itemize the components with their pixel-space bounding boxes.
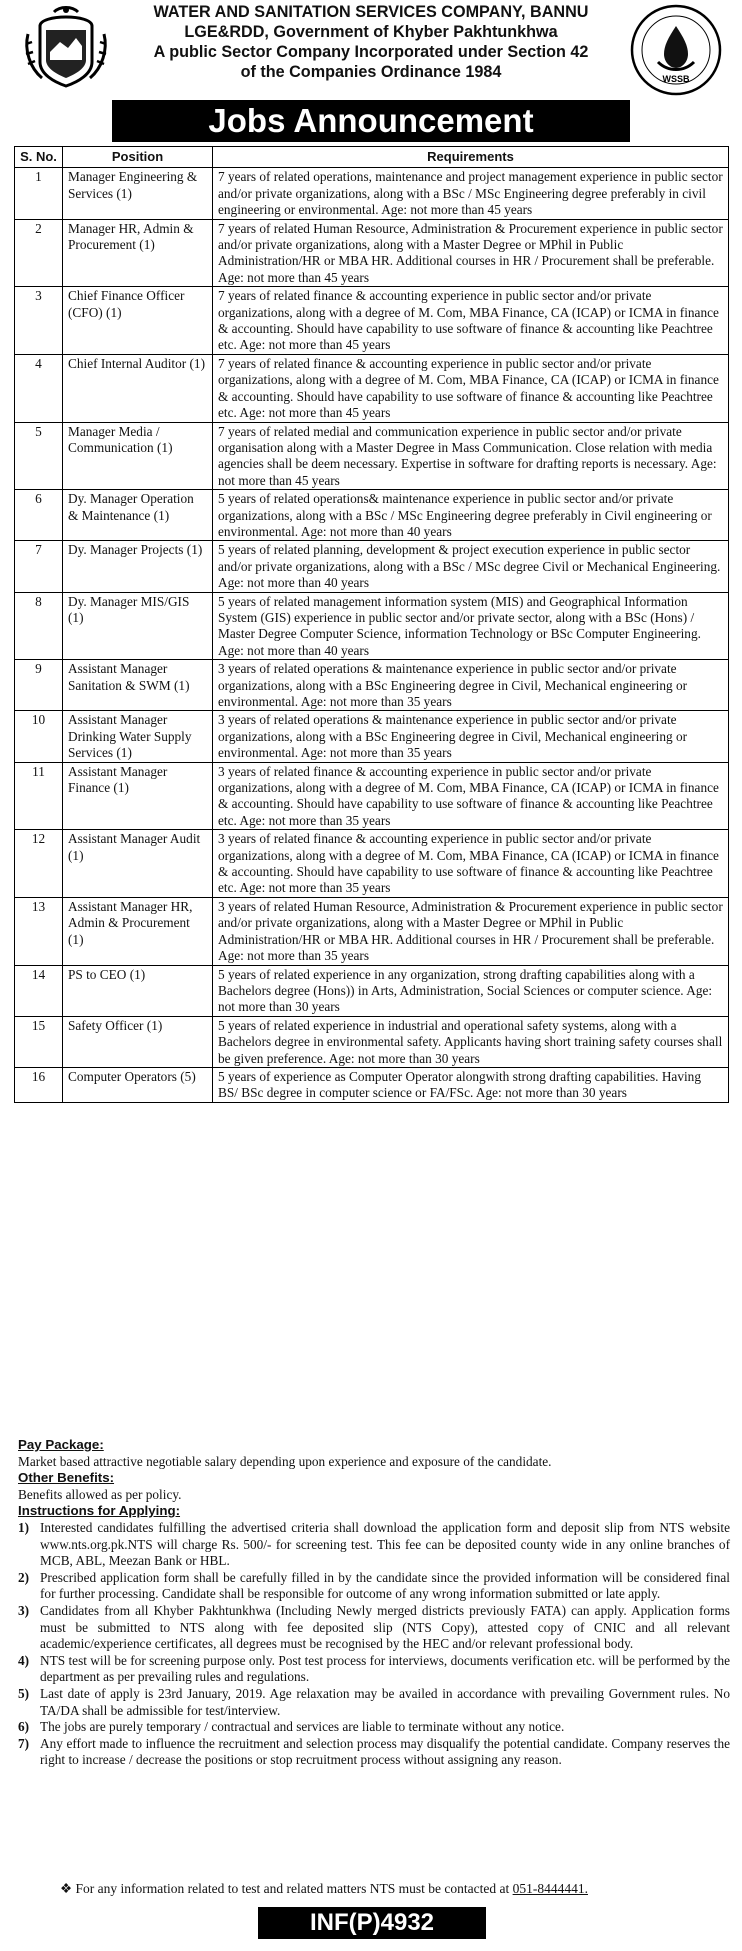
heading-line-3: A public Sector Company Incorporated under Section 42 bbox=[153, 43, 589, 61]
row-requirements: 7 years of related finance & accounting experience in public sector and/or private organizations, along with a degree of M. Com, MBA Finance, CA (ICAP) or ICMA in finance & accounting. Should have capability to use software of finance & accounting like Peachtree etc. Age: not more than 45 years bbox=[213, 354, 729, 422]
table-row bbox=[15, 219, 729, 287]
table-row bbox=[15, 168, 729, 219]
row-sno: 10 bbox=[15, 711, 63, 762]
column-header-position: Position bbox=[63, 147, 213, 168]
table-row bbox=[15, 1016, 729, 1067]
contact-line bbox=[60, 1881, 588, 1897]
row-sno: 8 bbox=[15, 592, 63, 660]
row-position: Chief Internal Auditor (1) bbox=[63, 354, 213, 422]
table-row bbox=[15, 354, 729, 422]
column-header-requirements: Requirements bbox=[213, 147, 729, 168]
item-text: The jobs are purely temporary / contractual and services are liable to terminate without any notice. bbox=[40, 1719, 565, 1735]
heading-line-4: of the Companies Ordinance 1984 bbox=[240, 63, 502, 81]
row-position: Dy. Manager MIS/GIS (1) bbox=[63, 592, 213, 660]
reference-number: INF(P)4932 bbox=[258, 1907, 486, 1939]
pay-package-text: Market based attractive negotiable salary depending upon experience and exposure of the candidate. bbox=[18, 1453, 552, 1469]
row-sno: 3 bbox=[15, 287, 63, 355]
other-benefits-text: Benefits allowed as per policy. bbox=[18, 1486, 182, 1502]
row-requirements: 5 years of related planning, development & project execution experience in public sector and/or private organizations, along with a BSc / MSc degree Civil or Mechanical Engineering. Age: not more than 40 years bbox=[213, 541, 729, 592]
row-requirements: 5 years of related management information system (MIS) and Geographical Information System (GIS) experience in public sector and/or private sector, along with a BSc (Hons) / Master Degree Computer Science, information Technology or BSc Computer Engineering. Age: not more than 40 years bbox=[213, 592, 729, 660]
header bbox=[14, 0, 728, 100]
kp-government-emblem-icon bbox=[20, 4, 112, 88]
row-requirements: 7 years of related medial and communication experience in public sector and/or private organisation along with a Master Degree in Mass Communication. Close relation with media agencies shall be deem necessary. Expertise in software for drafting reports is necessary. Age: not more than 45 years bbox=[213, 422, 729, 490]
table-row bbox=[15, 830, 729, 898]
row-position: Dy. Manager Operation & Maintenance (1) bbox=[63, 490, 213, 541]
row-sno: 1 bbox=[15, 168, 63, 219]
item-text: Any effort made to influence the recruitment and selection process may disqualify the potential candidate. Company reserves the right to increase / decrease the positions or stop recruitment process without assigning any reason. bbox=[40, 1735, 730, 1768]
row-requirements: 3 years of related operations & maintenance experience in public sector and/or private organizations, along with a BSc Engineering degree in Civil, Mechanical engineering or environmental. Age: not more than 35 years bbox=[213, 660, 729, 711]
row-requirements: 5 years of experience as Computer Operator alongwith strong drafting capabilities. Having BS/ BSc degree in computer science or FA/FSc. Age: not more than 30 years bbox=[213, 1067, 729, 1102]
row-requirements: 3 years of related finance & accounting experience in public sector and/or private organizations, along with a degree of M. Com, MBA Finance, CA (ICAP) or ICMA in finance & accounting. Should have capability to use software of finance & accounting like Peachtree etc. Age: not more than 35 years bbox=[213, 762, 729, 830]
row-sno: 15 bbox=[15, 1016, 63, 1067]
table-row bbox=[15, 711, 729, 762]
jobs-announcement-banner: Jobs Announcement bbox=[112, 100, 630, 142]
row-requirements: 5 years of related operations& maintenance experience in public sector and/or private organizations, along with a BSc / MSc Engineering degree preferably in Civil engineering or environmental. Age: not more than 40 years bbox=[213, 490, 729, 541]
table-header-row bbox=[15, 147, 729, 168]
row-requirements: 3 years of related operations & maintenance experience in public sector and/or private organizations, along with a BSc Engineering degree in Civil, Mechanical engineering or environmental. Age: not more than 35 years bbox=[213, 711, 729, 762]
row-sno: 14 bbox=[15, 965, 63, 1016]
table-row bbox=[15, 287, 729, 355]
row-requirements: 7 years of related Human Resource, Administration & Procurement experience in public sector and/or private organizations, along with a Master Degree or MPhil in Public Administration/HR or MBA HR. Additional courses in HR / Procurement shall be preferable. Age: not more than 45 years bbox=[213, 219, 729, 287]
diamond-bullet-icon: ❖ bbox=[60, 1881, 73, 1896]
application-info bbox=[18, 1437, 730, 1769]
row-sno: 7 bbox=[15, 541, 63, 592]
list-item bbox=[18, 1603, 730, 1653]
item-text: Last date of apply is 23rd January, 2019. Age relaxation may be availed in accordance with prevailing Government rules. No TA/DA shall be admissible for test/interview. bbox=[40, 1685, 730, 1718]
heading-line-2: LGE&RDD, Government of Khyber Pakhtunkhwa bbox=[184, 23, 558, 41]
row-position: Manager Media / Communication (1) bbox=[63, 422, 213, 490]
contact-phone: 051-8444441. bbox=[512, 1881, 588, 1896]
list-item bbox=[18, 1570, 730, 1603]
row-sno: 11 bbox=[15, 762, 63, 830]
row-sno: 12 bbox=[15, 830, 63, 898]
item-number: 4) bbox=[18, 1652, 30, 1668]
row-position: Assistant Manager Audit (1) bbox=[63, 830, 213, 898]
other-benefits-heading: Other Benefits: bbox=[18, 1470, 115, 1486]
table-row bbox=[15, 422, 729, 490]
row-position: Dy. Manager Projects (1) bbox=[63, 541, 213, 592]
item-number: 6) bbox=[18, 1719, 30, 1735]
table-row bbox=[15, 1067, 729, 1102]
row-position: Assistant Manager Sanitation & SWM (1) bbox=[63, 660, 213, 711]
row-position: PS to CEO (1) bbox=[63, 965, 213, 1016]
item-number: 3) bbox=[18, 1602, 30, 1618]
table-row bbox=[15, 541, 729, 592]
table-row bbox=[15, 897, 729, 965]
row-requirements: 5 years of related experience in industrial and operational safety systems, along with a Bachelors degree in environmental safety. Applicants having short training safety courses shall be given preference. Age: not more than 30 years bbox=[213, 1016, 729, 1067]
table-row bbox=[15, 490, 729, 541]
row-sno: 6 bbox=[15, 490, 63, 541]
list-item bbox=[18, 1653, 730, 1686]
row-sno: 2 bbox=[15, 219, 63, 287]
row-position: Assistant Manager HR, Admin & Procurement (1) bbox=[63, 897, 213, 965]
row-sno: 13 bbox=[15, 897, 63, 965]
list-item bbox=[18, 1736, 730, 1769]
row-position: Manager HR, Admin & Procurement (1) bbox=[63, 219, 213, 287]
row-sno: 4 bbox=[15, 354, 63, 422]
item-number: 2) bbox=[18, 1569, 30, 1585]
row-position: Chief Finance Officer (CFO) (1) bbox=[63, 287, 213, 355]
item-text: NTS test will be for screening purpose only. Post test process for interviews, documents verification etc. will be performed by the department as per prevailing rules and regulations. bbox=[40, 1652, 730, 1685]
row-position: Manager Engineering & Services (1) bbox=[63, 168, 213, 219]
row-position: Safety Officer (1) bbox=[63, 1016, 213, 1067]
item-text: Interested candidates fulfilling the advertised criteria shall download the application form and deposit slip from NTS website www.nts.org.pk.NTS will charge Rs. 500/- for screening test. This fee can be deposited county wide in any online branches of MCB, ABL, Meezan Bank or HBL. bbox=[40, 1519, 730, 1569]
list-item bbox=[18, 1719, 730, 1736]
row-requirements: 7 years of related finance & accounting experience in public sector and/or private organizations, along with a degree of M. Com, MBA Finance, CA (ICAP) or ICMA in finance & accounting. Should have capability to use software of finance & accounting like Peachtree etc. Age: not more than 45 years bbox=[213, 287, 729, 355]
row-sno: 16 bbox=[15, 1067, 63, 1102]
row-position: Assistant Manager Finance (1) bbox=[63, 762, 213, 830]
wssb-logo-text: WSSB bbox=[662, 74, 690, 84]
list-item bbox=[18, 1520, 730, 1570]
wssb-logo-icon bbox=[628, 2, 724, 98]
list-item bbox=[18, 1686, 730, 1719]
row-requirements: 3 years of related finance & accounting experience in public sector and/or private organizations, along with a degree of M. Com, MBA Finance, CA (ICAP) or ICMA in finance & accounting. Should have capability to use software of finance & accounting like Peachtree etc. Age: not more than 35 years bbox=[213, 830, 729, 898]
table-row bbox=[15, 660, 729, 711]
table-row bbox=[15, 762, 729, 830]
row-requirements: 5 years of related experience in any organization, strong drafting capabilities along with a Bachelors degree (Hons)) in Arts, Administration, Social Sciences or computer science. Age: not more than 30 years bbox=[213, 965, 729, 1016]
instructions-list bbox=[18, 1520, 730, 1769]
item-number: 5) bbox=[18, 1685, 30, 1701]
row-requirements: 3 years of related Human Resource, Administration & Procurement experience in public sector and/or private organizations, along with a Master Degree or MPhil in Public Administration/HR or MBA HR. Additional courses in HR / Procurement shall be preferable. Age: not more than 35 years bbox=[213, 897, 729, 965]
jobs-table bbox=[14, 146, 729, 1103]
heading-line-1: WATER AND SANITATION SERVICES COMPANY, BANNU bbox=[153, 3, 589, 21]
row-sno: 9 bbox=[15, 660, 63, 711]
organization-heading bbox=[118, 2, 624, 82]
item-number: 1) bbox=[18, 1519, 30, 1535]
row-position: Assistant Manager Drinking Water Supply Services (1) bbox=[63, 711, 213, 762]
column-header-sno: S. No. bbox=[15, 147, 63, 168]
item-text: Candidates from all Khyber Pakhtunkhwa (Including Newly merged districts previously FATA) can apply. Application forms must be submitted to NTS along with fee deposited slip (NTS Copy), attested copy of CNIC and all relevant academic/experience certificates, all degrees must be recognised by the HEC and/or relevant professional body. bbox=[40, 1602, 730, 1652]
contact-text: For any information related to test and related matters NTS must be contacted at bbox=[75, 1881, 510, 1896]
instructions-heading: Instructions for Applying: bbox=[18, 1503, 181, 1519]
row-requirements: 7 years of related operations, maintenance and project management experience in public sector and/or private organizations, along with a BSc / MSc Engineering degree preferably in civil engineering or environmental. Age: not more than 45 years bbox=[213, 168, 729, 219]
table-row bbox=[15, 592, 729, 660]
item-number: 7) bbox=[18, 1735, 30, 1751]
row-sno: 5 bbox=[15, 422, 63, 490]
item-text: Prescribed application form shall be carefully filled in by the candidate since the provided information will be considered final for further processing. Candidate shall be responsible for outcome of any wrong information submitted or late apply. bbox=[40, 1569, 730, 1602]
row-position: Computer Operators (5) bbox=[63, 1067, 213, 1102]
pay-package-heading: Pay Package: bbox=[18, 1437, 104, 1452]
table-row bbox=[15, 965, 729, 1016]
